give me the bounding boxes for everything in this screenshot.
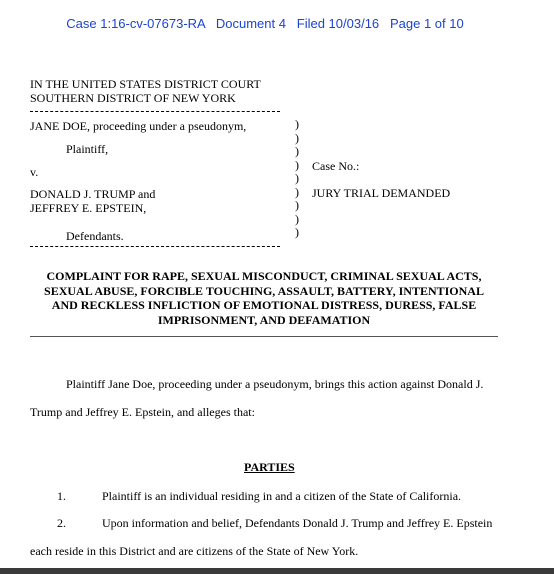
court-district: SOUTHERN DISTRICT OF NEW YORK bbox=[30, 91, 236, 105]
intro-line-2: Trump and Jeffrey E. Epstein, and alleges that: bbox=[30, 405, 255, 419]
paren: ) bbox=[295, 225, 299, 239]
title-line: AND RECKLESS INFLICTION OF EMOTIONAL DISTRESS, DURESS, FALSE bbox=[51, 298, 477, 313]
paren: ) bbox=[295, 198, 299, 212]
caption-top-rule bbox=[30, 111, 280, 112]
plaintiff-name: JANE DOE, proceeding under a pseudonym, bbox=[30, 119, 247, 133]
court-name: IN THE UNITED STATES DISTRICT COURT bbox=[30, 77, 261, 91]
versus: v. bbox=[30, 165, 39, 179]
paren: ) bbox=[295, 211, 299, 226]
paren: ) bbox=[295, 144, 299, 158]
title-rule bbox=[30, 336, 498, 337]
section-heading-parties: PARTIES bbox=[244, 460, 295, 474]
title-line: SEXUAL ABUSE, FORCIBLE TOUCHING, ASSAULT, BATTERY, INTENTIONAL bbox=[44, 283, 484, 298]
ecf-header-stamp: Case 1:16-cv-07673-RA Document 4 Filed 10/03/16 Page 1 of 10 bbox=[66, 16, 464, 31]
paren: ) bbox=[295, 157, 299, 172]
paragraph-1-text: Plaintiff is an individual residing in and a citizen of the State of California. bbox=[102, 489, 462, 503]
title-line: IMPRISONMENT, AND DEFAMATION bbox=[157, 312, 371, 327]
paragraph-number-2: 2. bbox=[57, 516, 66, 530]
caption-bottom-rule bbox=[30, 246, 280, 247]
plaintiff-role: Plaintiff, bbox=[66, 142, 109, 156]
caption-paren-column bbox=[295, 118, 305, 240]
paragraph-2-continuation: each reside in this District and are citizens of the State of New York. bbox=[30, 544, 359, 558]
complaint-title bbox=[30, 269, 498, 327]
title-line: COMPLAINT FOR RAPE, SEXUAL MISCONDUCT, CRIMINAL SEXUAL ACTS, bbox=[46, 269, 482, 283]
defendants-role: Defendants. bbox=[66, 229, 124, 243]
paragraph-2-text: Upon information and belief, Defendants Donald J. Trump and Jeffrey E. Epstein bbox=[102, 516, 493, 530]
paren: ) bbox=[295, 130, 299, 145]
case-number-label: Case No.: bbox=[312, 159, 360, 173]
defendant-2: JEFFREY E. EPSTEIN, bbox=[30, 201, 147, 215]
paren: ) bbox=[295, 171, 299, 185]
jury-trial-demand: JURY TRIAL DEMANDED bbox=[312, 186, 451, 200]
defendant-1: DONALD J. TRUMP and bbox=[30, 187, 156, 201]
paragraph-number-1: 1. bbox=[57, 489, 66, 503]
viewer-bottom-edge bbox=[0, 568, 554, 574]
paren: ) bbox=[295, 184, 299, 199]
paren: ) bbox=[295, 117, 299, 131]
intro-line-1: Plaintiff Jane Doe, proceeding under a pseudonym, brings this action against Donald J. bbox=[66, 377, 484, 391]
